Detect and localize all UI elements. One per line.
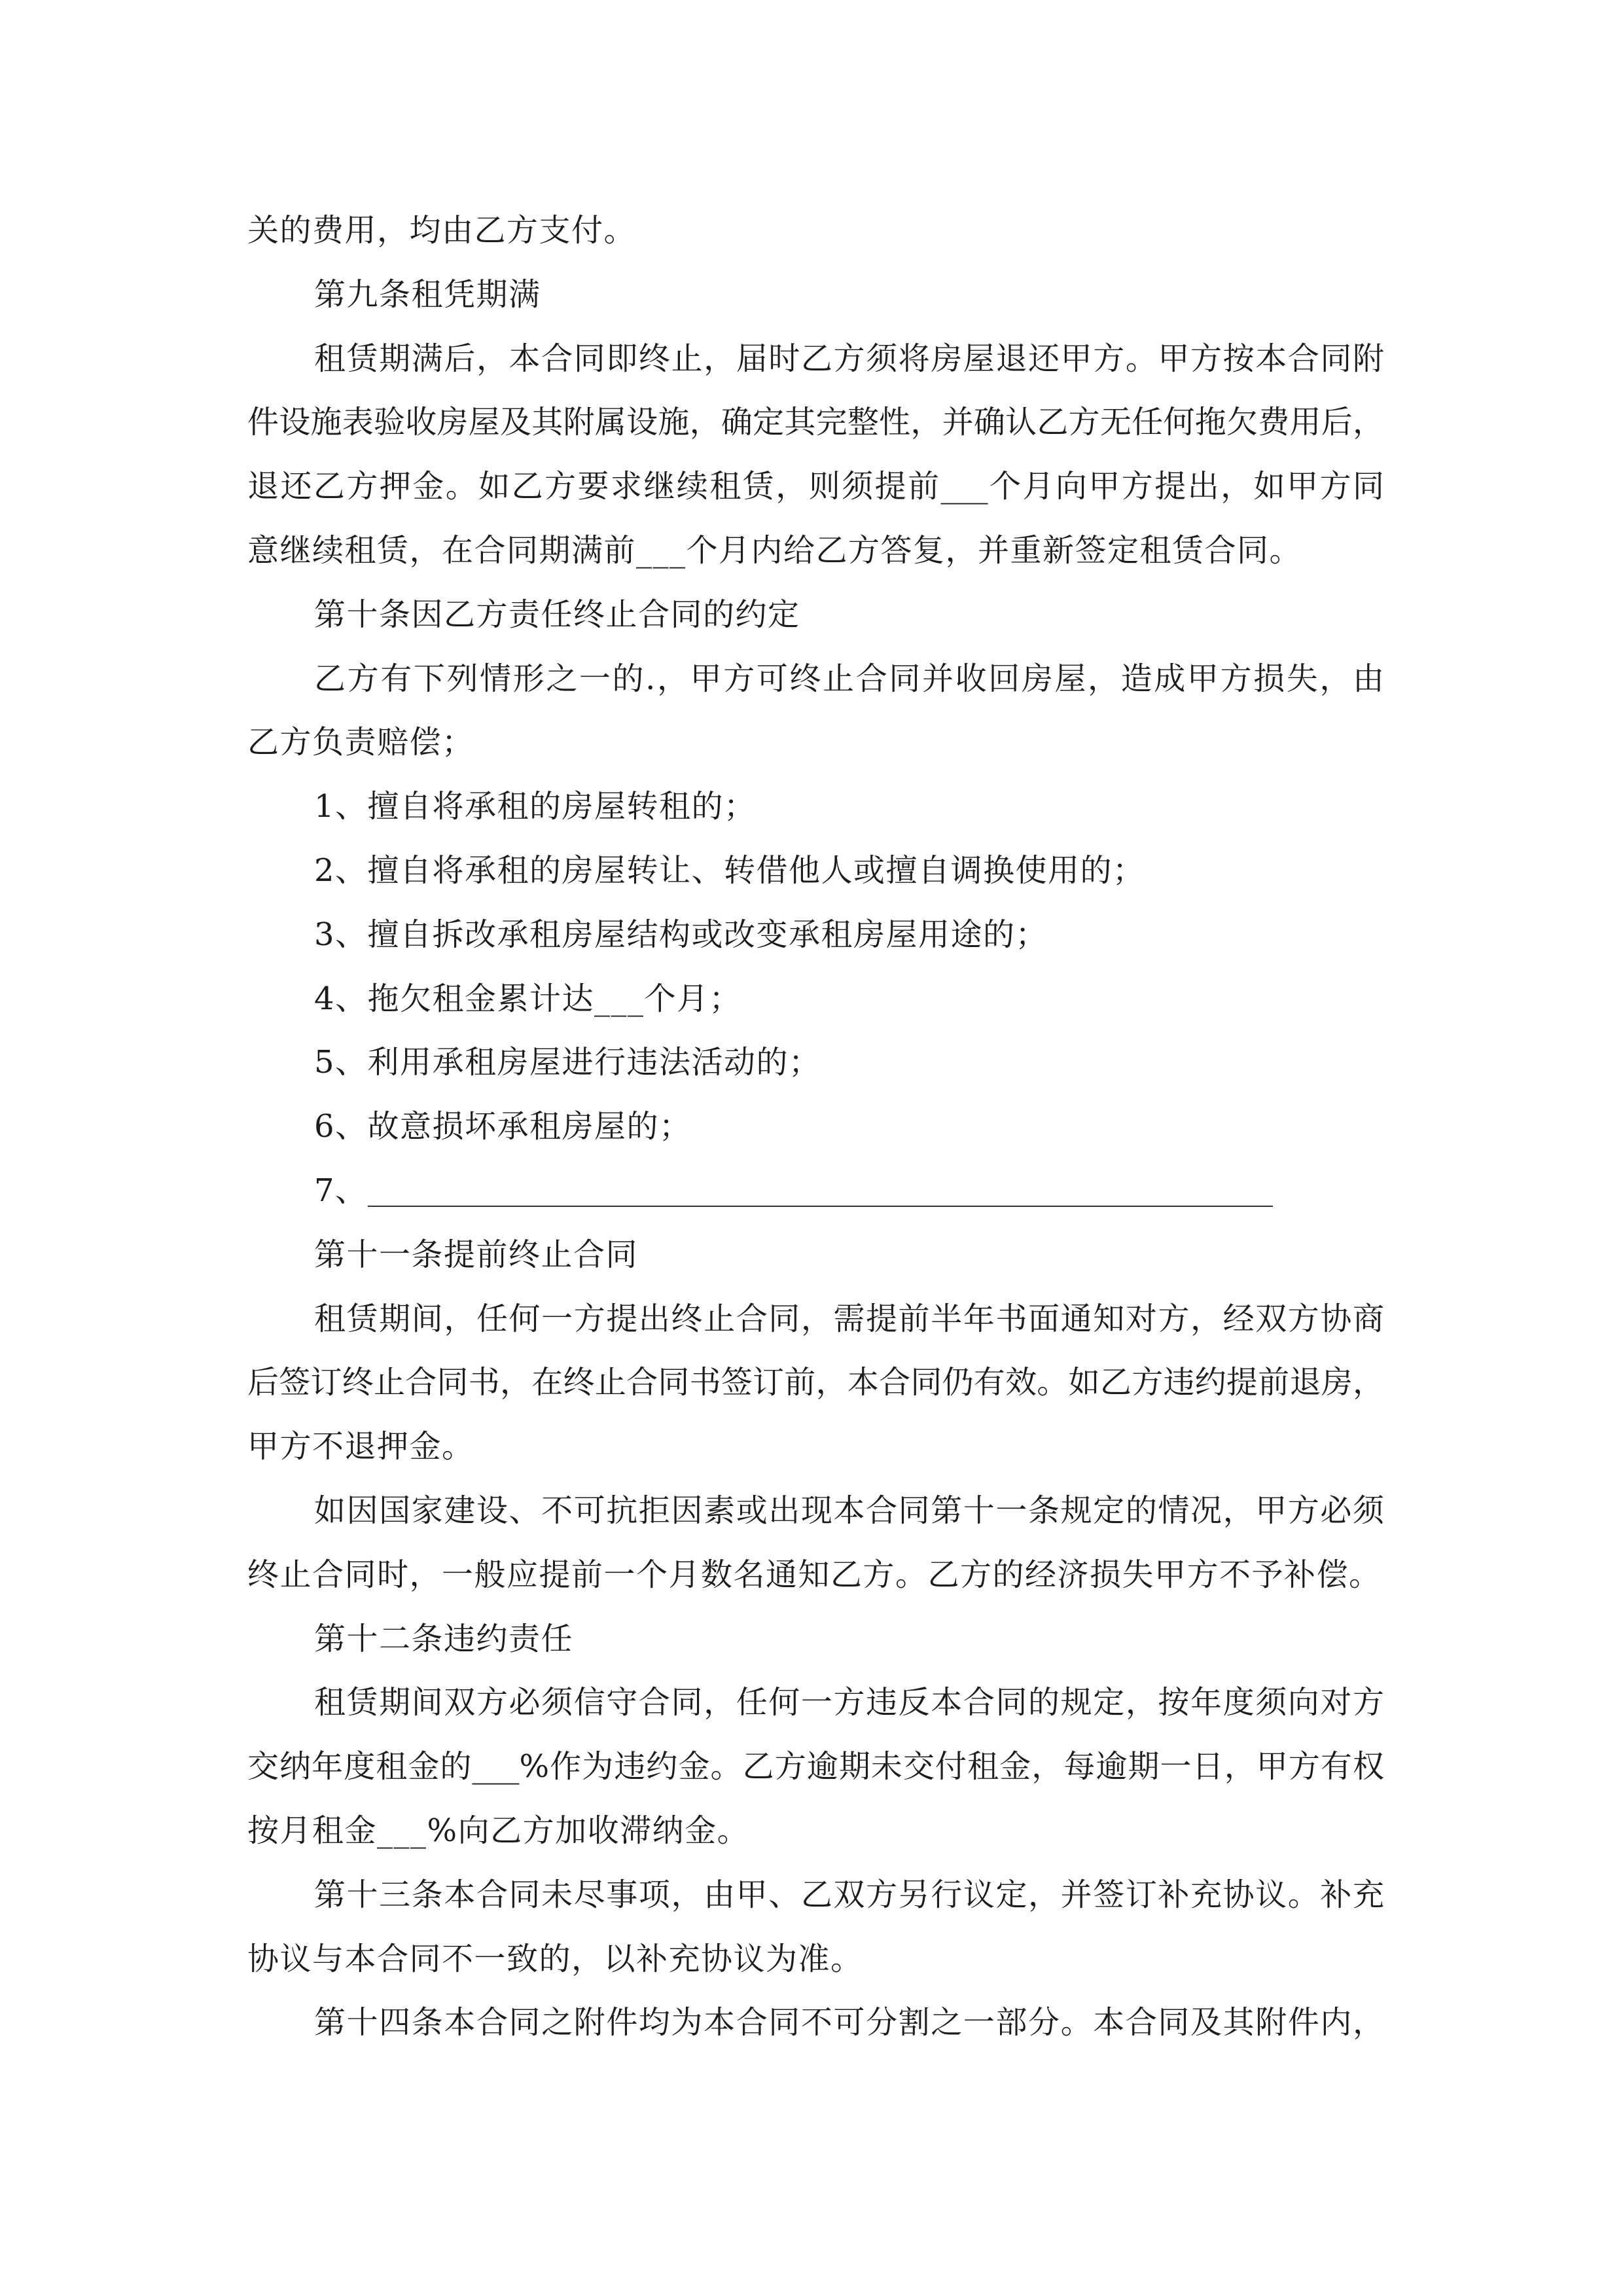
section-heading — [247, 583, 1384, 647]
section-heading — [247, 263, 1384, 327]
line-text: 件设施表验收房屋及其附属设施，确定其完整性，并确认乙方无任何拖欠费用后， — [247, 404, 1384, 441]
line-text: 意继续租赁，在合同期满前___个月内给乙方答复，并重新签定租赁合同。 — [247, 531, 1302, 569]
line-text: 乙方有下列情形之一的.，甲方可终止合同并收回房屋，造成甲方损失，由 — [314, 660, 1384, 697]
list-item — [247, 1159, 1384, 1223]
list-item — [247, 1095, 1384, 1159]
section-heading — [247, 1223, 1384, 1287]
paragraph-line — [247, 1031, 1384, 1095]
fill-in-blank-line — [368, 1177, 1273, 1206]
paragraph-line — [247, 967, 1384, 1031]
paragraph — [247, 1671, 1384, 1863]
paragraph-line — [247, 391, 1384, 455]
paragraph — [247, 1863, 1384, 1992]
list-item — [247, 775, 1384, 839]
line-text: 终止合同时，一般应提前一个月数名通知乙方。乙方的经济损失甲方不予补偿。 — [247, 1556, 1382, 1593]
paragraph — [247, 647, 1384, 776]
line-text: 第九条租凭期满 — [314, 276, 541, 313]
paragraph-line — [247, 1799, 1384, 1863]
section-heading — [247, 1607, 1384, 1672]
paragraph-line — [247, 1991, 1384, 2055]
line-text: 第十四条本合同之附件均为本合同不可分割之一部分。本合同及其附件内， — [314, 2004, 1384, 2041]
paragraph-line — [247, 647, 1384, 711]
paragraph-line — [247, 775, 1384, 839]
paragraph-line — [247, 519, 1384, 583]
line-text: 退还乙方押金。如乙方要求继续租赁，则须提前___个月向甲方提出，如甲方同 — [247, 468, 1384, 505]
line-text: 乙方负责赔偿； — [247, 724, 474, 761]
line-text: 如因国家建设、不可抗拒因素或出现本合同第十一条规定的情况，甲方必须 — [314, 1492, 1384, 1529]
paragraph-line — [247, 1928, 1384, 1992]
paragraph-line — [247, 199, 1384, 263]
paragraph-line — [247, 711, 1384, 775]
line-text: 租赁期间，任何一方提出终止合同，需提前半年书面通知对方，经双方协商 — [314, 1300, 1384, 1337]
paragraph-line — [247, 1287, 1384, 1352]
line-text: 1、擅自将承租的房屋转租的； — [314, 788, 757, 825]
paragraph — [247, 327, 1384, 583]
line-text: 租赁期满后，本合同即终止，届时乙方须将房屋退还甲方。甲方按本合同附 — [314, 340, 1384, 377]
line-text: 第十条因乙方责任终止合同的约定 — [314, 596, 800, 633]
line-text: 按月租金___%向乙方加收滞纳金。 — [247, 1812, 750, 1849]
paragraph-line — [247, 1095, 1384, 1159]
paragraph-line — [247, 1607, 1384, 1672]
line-text: 3、擅自拆改承租房屋结构或改变承租房屋用途的； — [314, 916, 1048, 953]
line-text: 5、利用承租房屋进行违法活动的； — [314, 1044, 821, 1081]
paragraph — [247, 1479, 1384, 1607]
paragraph-line — [247, 1415, 1384, 1479]
line-text: 后签订终止合同书，在终止合同书签订前，本合同仍有效。如乙方违约提前退房， — [247, 1364, 1384, 1401]
list-item — [247, 967, 1384, 1031]
paragraph-line — [247, 1543, 1384, 1607]
paragraph-line — [247, 839, 1384, 903]
paragraph — [247, 1287, 1384, 1479]
line-text: 第十一条提前终止合同 — [314, 1236, 639, 1273]
document-body — [247, 199, 1623, 2055]
paragraph-line — [247, 583, 1384, 647]
line-text: 协议与本合同不一致的，以补充协议为准。 — [247, 1940, 863, 1977]
line-text: 第十三条本合同未尽事项，由甲、乙双方另行议定，并签订补充协议。补充 — [314, 1876, 1384, 1913]
paragraph-line — [247, 1479, 1384, 1543]
line-text: 交纳年度租金的___%作为违约金。乙方逾期未交付租金，每逾期一日，甲方有权 — [247, 1748, 1384, 1785]
paragraph-line — [247, 263, 1384, 327]
line-text: 关的费用，均由乙方支付。 — [247, 212, 637, 249]
paragraph-line — [247, 1351, 1384, 1415]
paragraph-line — [247, 1159, 1384, 1223]
paragraph-line — [247, 1863, 1384, 1928]
line-text: 6、故意损坏承租房屋的； — [314, 1108, 692, 1145]
paragraph-line — [247, 1735, 1384, 1799]
line-text: 第十二条违约责任 — [314, 1620, 574, 1657]
line-text: 甲方不退押金。 — [247, 1428, 474, 1465]
paragraph-line — [247, 903, 1384, 967]
line-text: 4、拖欠租金累计达___个月； — [314, 980, 742, 1017]
line-text: 2、擅自将承租的房屋转让、转借他人或擅自调换使用的； — [314, 852, 1145, 889]
paragraph-line — [247, 455, 1384, 519]
paragraph-line — [247, 1671, 1384, 1735]
paragraph — [247, 199, 1384, 263]
paragraph-line — [247, 327, 1384, 391]
list-item — [247, 903, 1384, 967]
paragraph — [247, 1991, 1384, 2055]
list-item — [247, 839, 1384, 903]
line-text: 租赁期间双方必须信守合同，任何一方违反本合同的规定，按年度须向对方 — [314, 1684, 1384, 1721]
list-item — [247, 1031, 1384, 1095]
paragraph-line — [247, 1223, 1384, 1287]
line-text: 7、 — [314, 1172, 368, 1209]
